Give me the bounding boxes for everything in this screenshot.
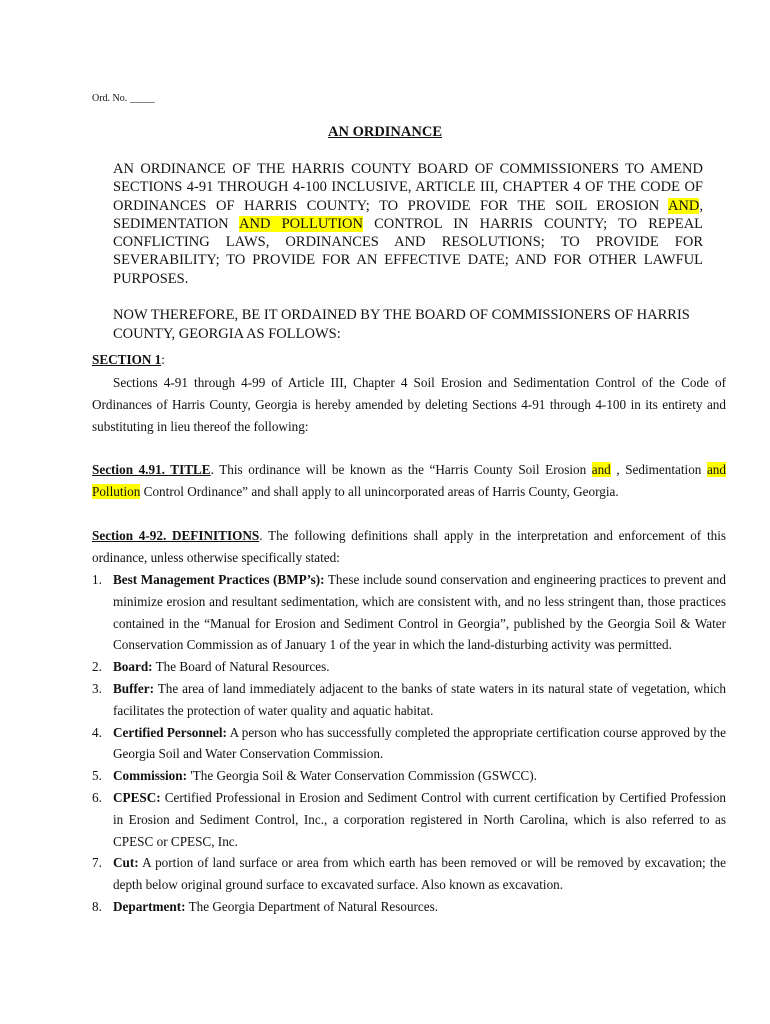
caption-highlight-2: AND POLLUTION [239, 215, 363, 232]
definition-term: Commission: [113, 768, 187, 784]
section-4-92-paragraph [92, 525, 726, 569]
section-1-paragraph: Sections 4-91 through 4-99 of Article III, Chapter 4 Soil Erosion and Sedimentation Control of the Code of Ordinances of Harris County, Georgia is hereby amended by deleting Sections 4-91 through 4-100 in its entirety and substituting in lieu thereof the following: [92, 375, 726, 434]
section-4-92-heading: Section 4-92. DEFINITIONS [92, 528, 260, 543]
ordinance-number: Ord. No. _____ [92, 93, 155, 104]
definition-text: These include sound conservation and engineering practices to prevent and minimize erosion and resultant sedimentation, which are consistent with, and no less stringent than, those practices contained in the “Manual for Erosion and Sediment Control in Georgia”, published by the Georgia Soil & Water Conservation Commission as of January 1 of the year in which the land-disturbing activity was permitted. [113, 572, 726, 653]
section-4-91-highlight-2: and [706, 462, 726, 477]
definition-term: CPESC: [113, 789, 161, 805]
definition-text: A person who has successfully completed the appropriate certification course approved by the Georgia Soil and Water Conservation Commission. [113, 724, 726, 762]
section-4-91-paragraph [92, 459, 726, 503]
caption-highlight-1: AND [667, 197, 700, 214]
document-title: AN ORDINANCE [328, 124, 442, 140]
definition-number: 1. [92, 572, 102, 587]
definition-item [92, 569, 726, 656]
section-4-92-text: . The following definitions shall apply in the interpretation and enforcement of this ordinance, unless otherwise specifically stated: [92, 528, 727, 565]
definitions-list [92, 569, 726, 918]
definition-item [92, 678, 726, 722]
definition-number: 3. [92, 680, 102, 696]
definition-text: The Georgia Department of Natural Resources. [188, 898, 439, 914]
definition-term: Certified Personnel: [113, 724, 227, 740]
definition-text: The Board of Natural Resources. [155, 659, 330, 675]
section-4-91-highlight-3: Pollution [92, 483, 141, 499]
definition-item [92, 722, 726, 766]
definition-number: 5. [92, 768, 102, 784]
section-4-91-text-2: , Sedimentation [616, 462, 702, 477]
definition-text: 'The Georgia Soil & Water Conservation Commission (GSWCC). [190, 768, 537, 784]
definition-number: 2. [92, 659, 102, 675]
definition-number: 7. [92, 855, 102, 871]
definition-item [92, 765, 726, 787]
definition-item [92, 787, 726, 852]
definition-term: Department: [113, 898, 186, 914]
definition-number: 6. [92, 789, 102, 805]
definition-term: Best Management Practices (BMP’s): [113, 572, 325, 587]
section-4-91-text-1: . This ordinance will be known as the “Harris County Soil Erosion [210, 462, 587, 477]
caption-text-3: CONTROL IN HARRIS COUNTY; TO REPEAL CONFLICTING LAWS, ORDINANCES AND RESOLUTIONS; TO PROVIDE FOR SEVERABILITY; TO PROVIDE FOR AN EFFECTIVE DATE; AND FOR OTHER LAWFUL PURPOSES. [113, 215, 704, 287]
definition-term: Board: [113, 659, 153, 675]
definition-item [92, 896, 726, 918]
ordinance-caption [113, 160, 703, 288]
definition-term: Buffer: [113, 680, 155, 696]
definition-text: A portion of land surface or area from which earth has been removed or will be removed by excavation; the depth below original ground surface to excavated surface. Also known as excavation. [113, 855, 726, 893]
section-4-91-text-3: Control Ordinance” and shall apply to all unincorporated areas of Harris County, Georgia. [143, 483, 619, 499]
section-1-heading [92, 352, 165, 368]
section-4-91-heading: Section 4.91. TITLE [92, 462, 211, 477]
enacting-clause: NOW THEREFORE, BE IT ORDAINED BY THE BOARD OF COMMISSIONERS OF HARRIS COUNTY, GEORGIA AS FOLLOWS: [113, 307, 690, 342]
definition-item [92, 852, 726, 896]
section-1-label: SECTION 1 [92, 352, 162, 367]
definition-text: Certified Professional in Erosion and Sediment Control with current certification by Certified Profession in Erosion and Sediment Control, Inc., a corporation registered in North Carolina, which is also referred to as CPESC or CPESC, Inc. [113, 789, 727, 849]
definition-number: 4. [92, 724, 102, 740]
caption-text-2: , SEDIMENTATION [113, 197, 703, 232]
definition-term: Cut: [113, 855, 139, 871]
definition-number: 8. [92, 898, 102, 914]
definition-text: The area of land immediately adjacent to the banks of state waters in its natural state of vegetation, which facilitates the protection of water quality and aquatic habitat. [113, 680, 726, 718]
definition-item [92, 656, 726, 678]
section-1-colon: : [161, 352, 165, 367]
caption-text-1: AN ORDINANCE OF THE HARRIS COUNTY BOARD OF COMMISSIONERS TO AMEND SECTIONS 4-91 THROUGH 4-100 INCLUSIVE, ARTICLE III, CHAPTER 4 OF THE CODE OF ORDINANCES OF HARRIS COUNTY; TO PROVIDE FOR THE SOIL EROSION [113, 161, 703, 214]
section-4-91-highlight-1: and [591, 462, 611, 477]
